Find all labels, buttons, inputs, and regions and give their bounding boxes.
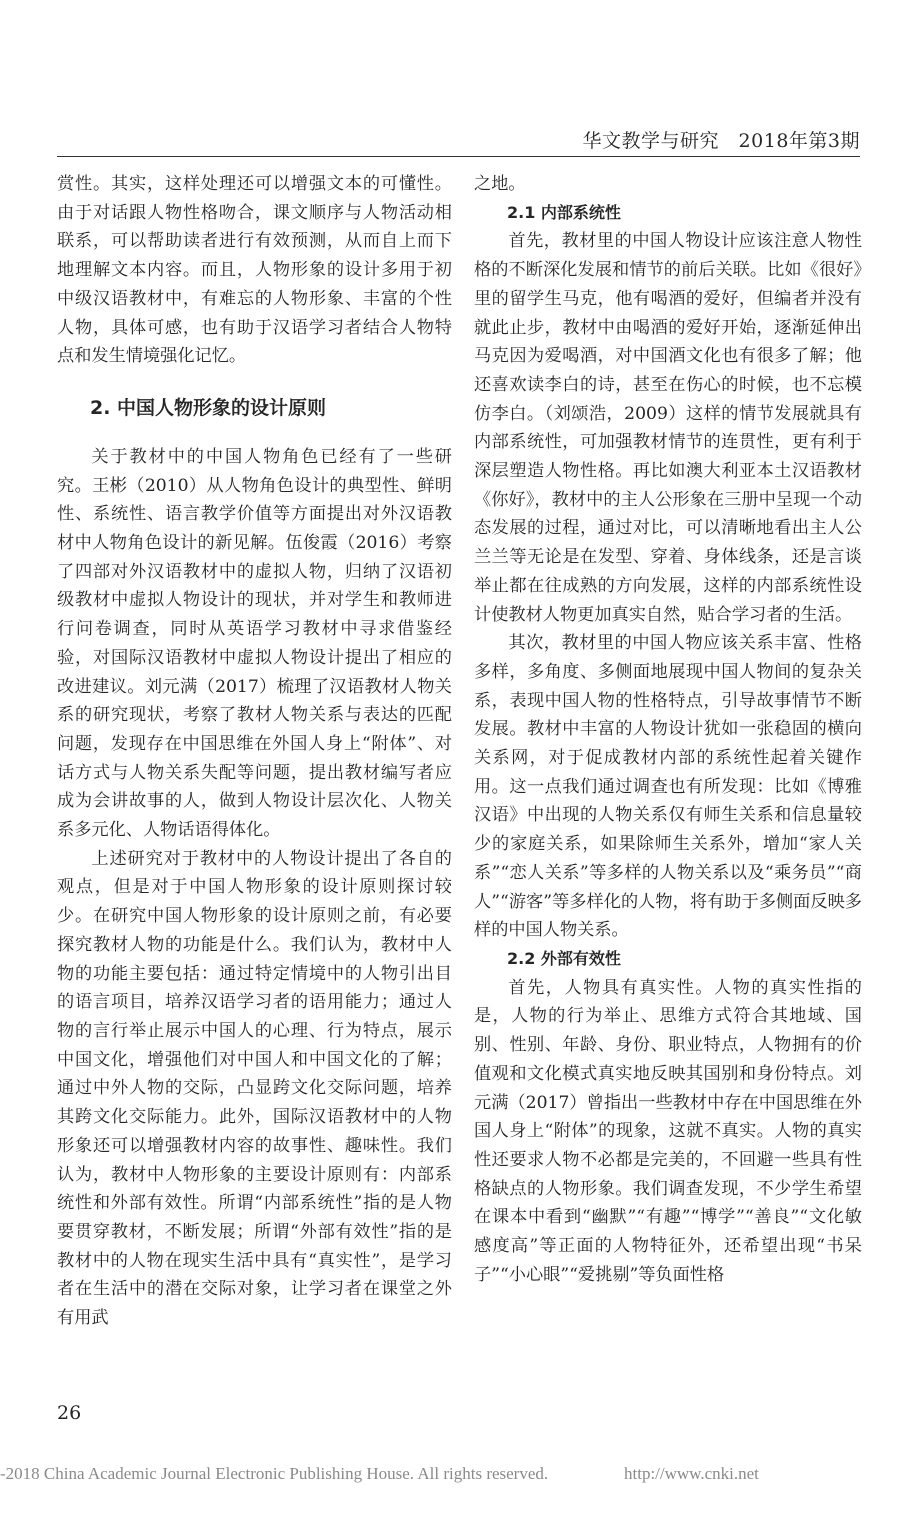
running-header — [57, 128, 860, 157]
paragraph-continued: 赏性。其实，这样处理还可以增强文本的可懂性。由于对话跟人物性格吻合，课文顺序与人物活动相联系，可以帮助读者进行有效预测，从而自上而下地理解文本内容。而且，人物形象的设计多用于初中级汉语教材中，有难忘的人物形象、丰富的个性人物，具体可感，也有助于汉语学习者结合人物特点和发生情境强化记忆。 — [57, 174, 452, 367]
paragraph-internal-second: 其次，教材里的中国人物应该关系丰富、性格多样，多角度、多侧面地展现中国人物间的复杂关系，表现中国人物的性格特点，引导故事情节不断发展。教材中丰富的人物设计犹如一张稳固的横向关系网，对于促成教材内部的系统性起着关键作用。这一点我们通过调查也有所发现：比如《博雅汉语》中出现的人物关系仅有师生关系和信息量较少的家庭关系，如果除师生关系外，增加“家人关系”“恋人关系”等多样的人物关系以及“乘务员”“商人”“游客”等多样化的人物，将有助于多侧面反映多样的中国人物关系。 — [474, 633, 862, 941]
left-column — [57, 170, 452, 1333]
footer-url: http://www.cnki.net — [624, 1464, 759, 1483]
footer-copyright: -2018 China Academic Journal Electronic Publishing House. All rights reserved. — [0, 1464, 549, 1483]
paragraph-design-principles: 上述研究对于教材中的人物设计提出了各自的观点，但是对于中国人物形象的设计原则探讨较少。在研究中国人物形象的设计原则之前，有必要探究教材人物的功能是什么。我们认为，教材中人物的功能主要包括：通过特定情境中的人物引出目的语言项目，培养汉语学习者的语用能力；通过人物的言行举止展示中国人的心理、行为特点，展示中国文化，增强他们对中国人和中国文化的了解；通过中外人物的交际，凸显跨文化交际问题，培养其跨文化交际能力。此外，国际汉语教材中的人物形象还可以增强教材内容的故事性、趣味性。我们认为，教材中人物形象的主要设计原则有：内部系统性和外部有效性。所谓“内部系统性”指的是人物要贯穿教材，不断发展；所谓“外部有效性”指的是教材中的人物在现实生活中具有“真实性”，是学习者在生活中的潜在交际对象，让学习者在课堂之外有用武 — [57, 848, 452, 1329]
subsection-heading-2-1: 2.1 内部系统性 — [507, 202, 621, 222]
section-heading-2: 2. 中国人物形象的设计原则 — [90, 396, 327, 419]
paragraph-continued: 之地。 — [474, 174, 526, 194]
paragraph-external-first: 首先，人物具有真实性。人物的真实性指的是，人物的行为举止、思维方式符合其地域、国别、性别、年龄、身份、职业特点，人物拥有的价值观和文化模式真实地反映其国别和身份特点。刘元满（2017）曾指出一些教材中存在中国思维在外国人身上“附体”的现象，这就不真实。人物的真实性还要求人物不必都是完美的，不回避一些具有性格缺点的人物形象。我们调查发现，不少学生希望在课本中看到“幽默”“有趣”“博学”“善良”“文化敏感度高”等正面的人物特征外，还希望出现“书呆子”“小心眼”“爱挑剔”等负面性格 — [474, 977, 862, 1285]
paragraph-internal-first: 首先，教材里的中国人物设计应该注意人物性格的不断深化发展和情节的前后关联。比如《很好》里的留学生马克，他有喝酒的爱好，但编者并没有就此止步，教材中由喝酒的爱好开始，逐渐延伸出马克因为爱喝酒，对中国酒文化也有很多了解；他还喜欢读李白的诗，甚至在伤心的时候，也不忘模仿李白。（刘颂浩，2009）这样的情节发展就具有内部系统性，可加强教材情节的连贯性，更有利于深层塑造人物性格。再比如澳大利亚本土汉语教材《你好》，教材中的主人公形象在三册中呈现一个动态发展的过程，通过对比，可以清晰地看出主人公兰兰等无论是在发型、穿着、身体线条，还是言谈举止都在往成熟的方向发展，这样的内部系统性设计使教材人物更加真实自然，贴合学习者的生活。 — [474, 231, 862, 625]
journal-title: 华文教学与研究 2018年第3期 — [582, 130, 860, 152]
subsection-heading-2-2: 2.2 外部有效性 — [507, 948, 621, 968]
page-number: 26 — [57, 1402, 82, 1424]
paragraph-literature-review: 关于教材中的中国人物角色已经有了一些研究。王彬（2010）从人物角色设计的典型性、鲜明性、系统性、语言教学价值等方面提出对外汉语教材中人物角色设计的新见解。伍俊霞（2016）考察了四部对外汉语教材中的虚拟人物，归纳了汉语初级教材中虚拟人物设计的现状，并对学生和教师进行问卷调查，同时从英语学习教材中寻求借鉴经验，对国际汉语教材中虚拟人物设计提出了相应的改进建议。刘元满（2017）梳理了汉语教材人物关系的研究现状，考察了教材人物关系与表达的匹配问题，发现存在中国思维在外国人身上“附体”、对话方式与人物关系失配等问题，提出教材编写者应成为会讲故事的人，做到人物设计层次化、人物关系多元化、人物话语得体化。 — [57, 446, 452, 841]
right-column — [474, 170, 862, 1289]
